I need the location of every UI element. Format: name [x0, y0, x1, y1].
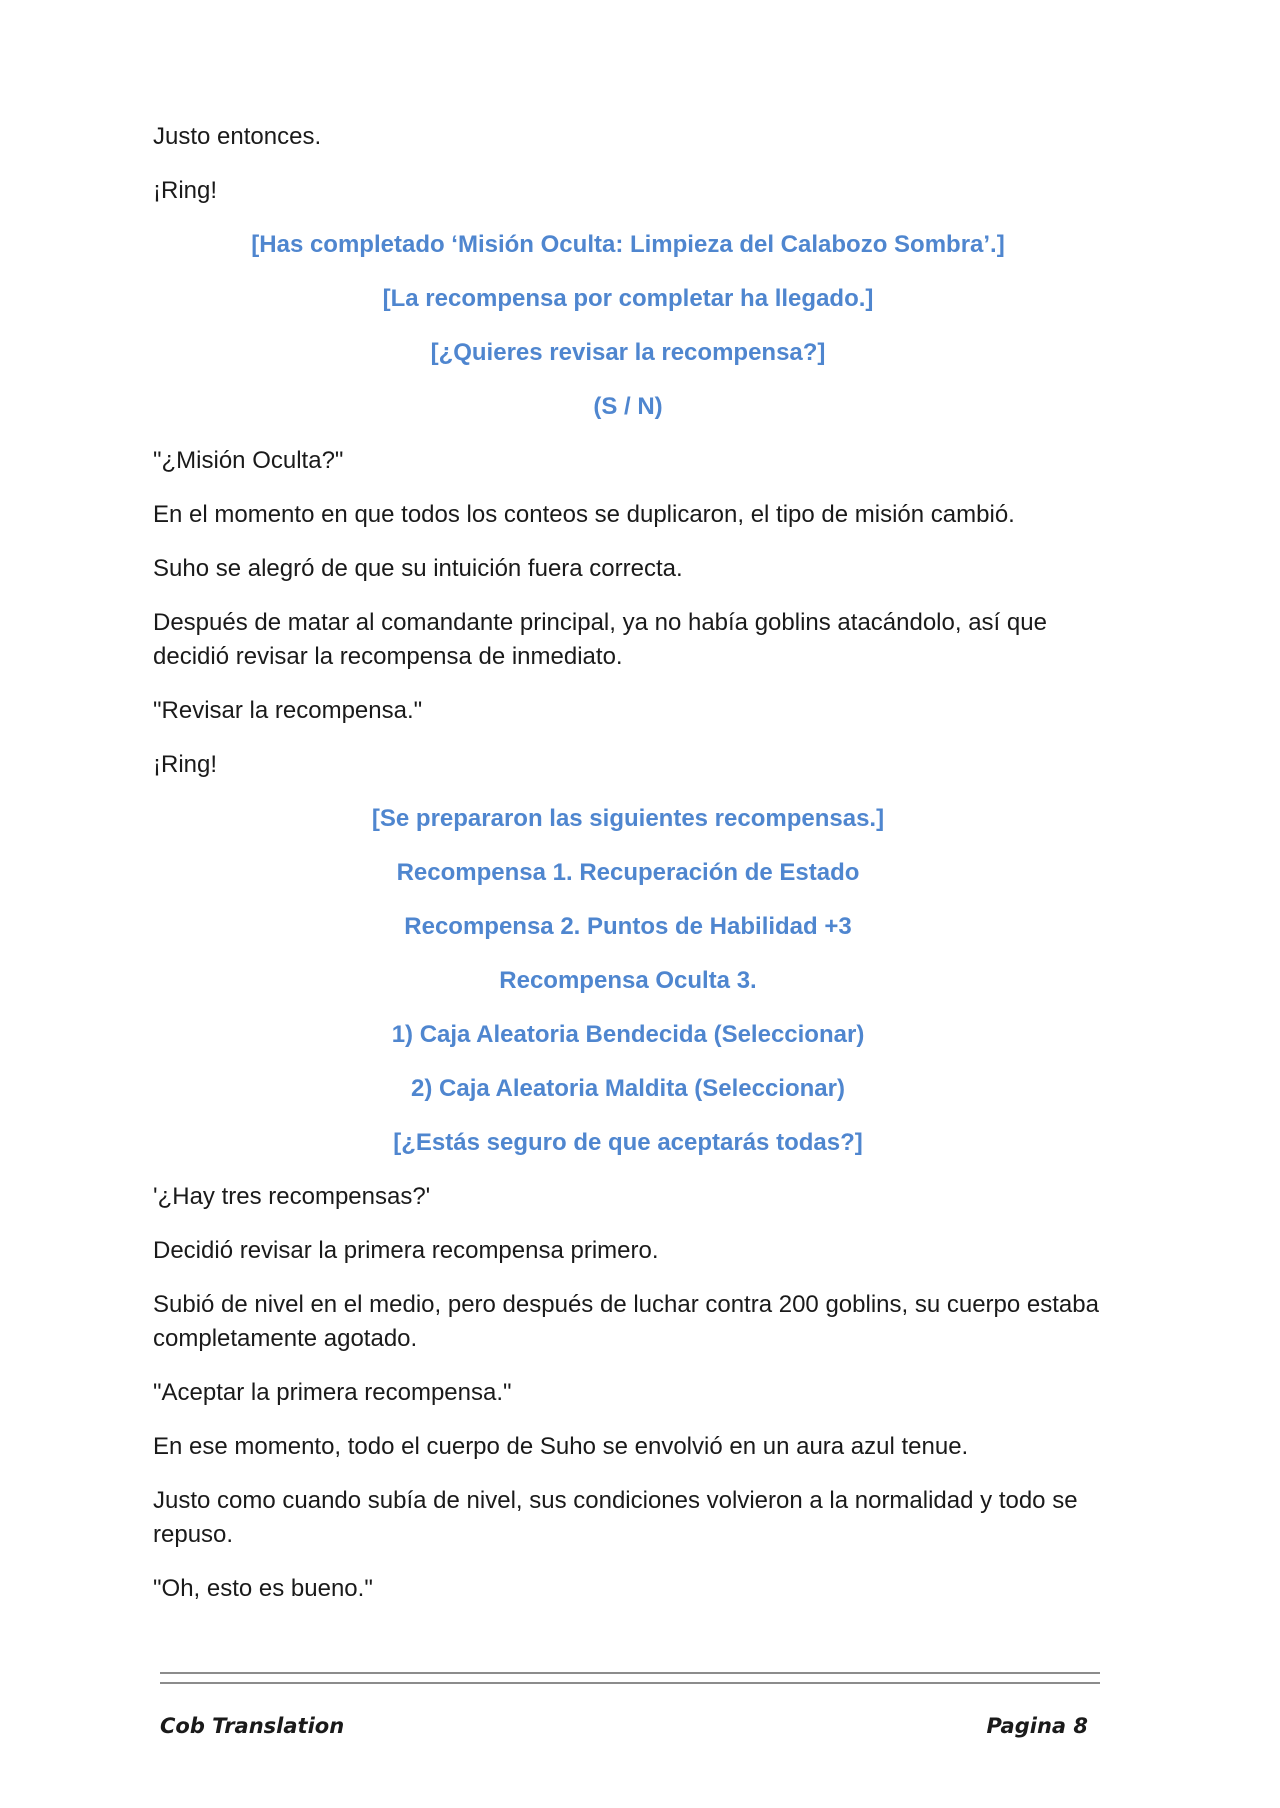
paragraph: '¿Hay tres recompensas?'	[153, 1183, 431, 1210]
system-message: [Se prepararon las siguientes recompensas.]	[371, 805, 885, 832]
paragraph: ¡Ring!	[153, 177, 218, 204]
paragraph: Justo como cuando subía de nivel, sus condiciones volvieron a la normalidad y todo se repuso.	[153, 1487, 1078, 1548]
system-message: 1) Caja Aleatoria Bendecida (Seleccionar)	[391, 1021, 865, 1048]
paragraph: "Revisar la recompensa."	[153, 697, 423, 724]
footer-rule-bottom	[160, 1682, 1100, 1684]
footer-credit: Cob Translation	[160, 1714, 345, 1738]
paragraph: Justo entonces.	[153, 123, 322, 150]
paragraph: En el momento en que todos los conteos se duplicaron, el tipo de misión cambió.	[153, 501, 1015, 528]
system-message: [¿Estás seguro de que aceptarás todas?]	[393, 1129, 863, 1156]
paragraph: "Oh, esto es bueno."	[153, 1575, 373, 1602]
system-message: Recompensa Oculta 3.	[499, 967, 757, 994]
paragraph: "Aceptar la primera recompensa."	[153, 1379, 512, 1406]
paragraph: En ese momento, todo el cuerpo de Suho se envolvió en un aura azul tenue.	[153, 1433, 969, 1460]
paragraph: "¿Misión Oculta?"	[153, 447, 344, 474]
system-message: 2) Caja Aleatoria Maldita (Seleccionar)	[411, 1075, 845, 1102]
system-message: [¿Quieres revisar la recompensa?]	[430, 339, 826, 366]
paragraph: Decidió revisar la primera recompensa primero.	[153, 1237, 659, 1264]
system-message: (S / N)	[593, 393, 663, 420]
document-body	[153, 120, 1103, 1626]
paragraph: Suho se alegró de que su intuición fuera correcta.	[153, 555, 683, 582]
footer-rule-top	[160, 1672, 1100, 1674]
page-number: Pagina 8	[986, 1714, 1088, 1738]
footer-rule	[160, 1672, 1100, 1684]
paragraph: ¡Ring!	[153, 751, 218, 778]
paragraph: Después de matar al comandante principal, ya no había goblins atacándolo, así que decidió revisar la recompensa de inmediato.	[153, 609, 1047, 670]
system-message: [Has completado ‘Misión Oculta: Limpieza del Calabozo Sombra’.]	[251, 231, 1005, 258]
system-message: Recompensa 2. Puntos de Habilidad +3	[404, 913, 852, 940]
system-message: Recompensa 1. Recuperación de Estado	[396, 859, 860, 886]
system-message: [La recompensa por completar ha llegado.]	[382, 285, 874, 312]
paragraph: Subió de nivel en el medio, pero después de luchar contra 200 goblins, su cuerpo estaba completamente agotado.	[153, 1291, 1099, 1352]
